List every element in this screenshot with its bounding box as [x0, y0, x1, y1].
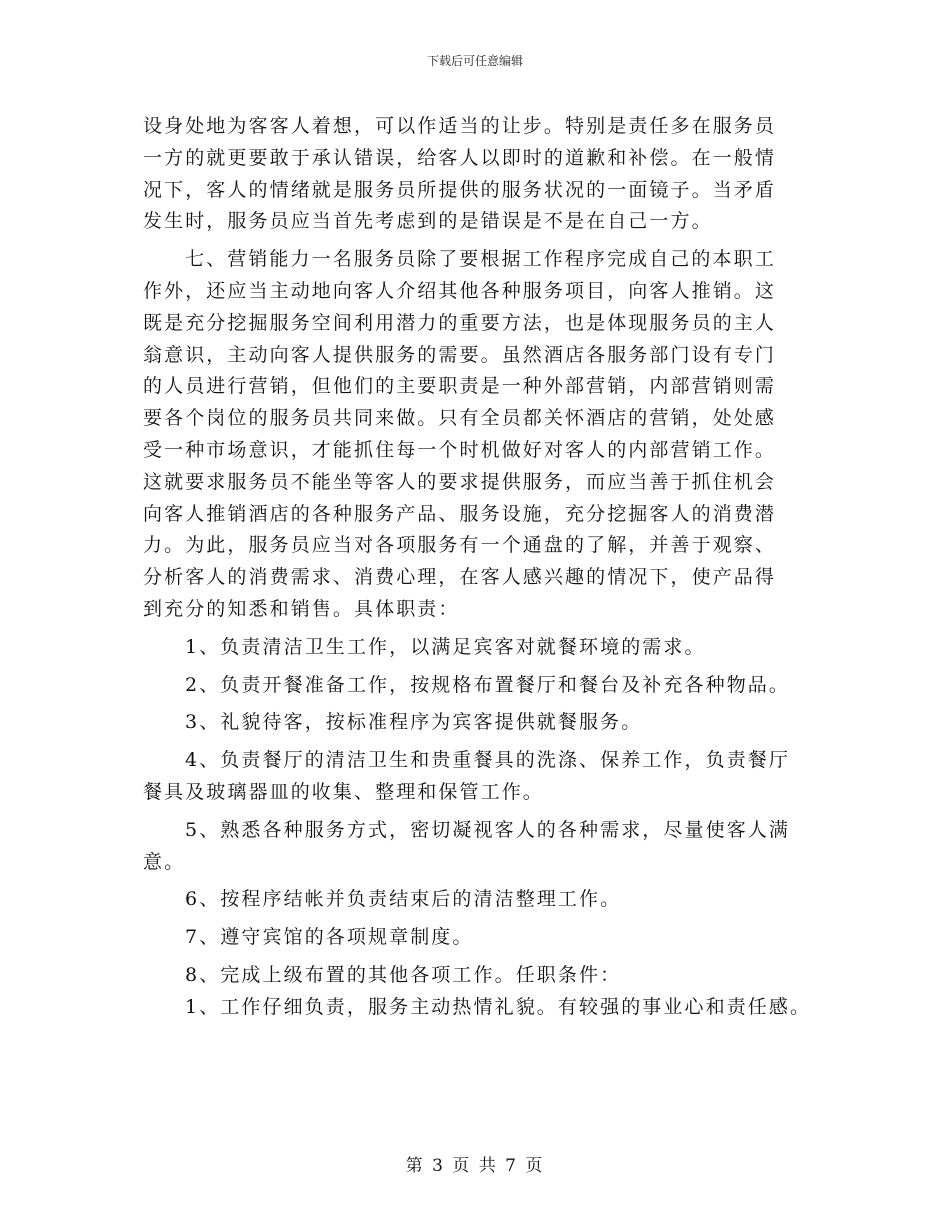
list-item — [143, 884, 833, 916]
text-line: 一方的就更要敢于承认错误，给客人以即时的道歉和补偿。在一般情 — [143, 146, 777, 169]
list-item — [143, 632, 833, 664]
text-line: 1、工作仔细负责，服务主动热情礼貌。有较强的事业心和责任感。 — [185, 995, 812, 1018]
text-line: 这就要求服务员不能坐等客人的要求提供服务，而应当善于抓住机会 — [143, 470, 777, 493]
text-line: 餐具及玻璃器皿的收集、整理和保管工作。 — [143, 780, 544, 803]
text-line: 5、熟悉各种服务方式，密切凝视客人的各种需求，尽量使客人满 — [185, 818, 790, 841]
text-line: 意。 — [143, 850, 186, 873]
text-line: 6、按程序结帐并负责结束后的清洁整理工作。 — [185, 888, 622, 911]
list-item — [143, 707, 833, 739]
page-header: 下载后可任意编辑 — [426, 54, 523, 68]
text-line: 7、遵守宾馆的各项规章制度。 — [185, 926, 474, 949]
list-item — [143, 992, 833, 1024]
list-item — [143, 960, 833, 992]
document-body — [143, 111, 833, 1024]
text-line: 力。为此，服务员应当对各项服务有一个通盘的了解，并善于观察、 — [143, 534, 777, 557]
text-line: 发生时，服务员应当首先考虑到的是错误是不是在自己一方。 — [143, 210, 713, 233]
text-line: 8、完成上级布置的其他各项工作。任职条件： — [185, 963, 622, 986]
page-number-footer: 第 3 页 共 7 页 — [405, 1156, 545, 1176]
text-line: 受一种市场意识，才能抓住每一个时机做好对客人的内部营销工作。 — [143, 438, 777, 461]
text-line: 4、负责餐厅的清洁卫生和贵重餐具的洗涤、保养工作，负责餐厅 — [185, 749, 790, 772]
list-item — [143, 922, 833, 954]
text-line: 作外，还应当主动地向客人介绍其他各种服务项目，向客人推销。这 — [143, 279, 777, 302]
text-line: 3、礼貌待客，按标准程序为宾客提供就餐服务。 — [185, 711, 643, 734]
text-line: 2、负责开餐准备工作，按规格布置餐厅和餐台及补充各种物品。 — [185, 673, 790, 696]
text-line: 翁意识，主动向客人提供服务的需要。虽然酒店各服务部门设有专门 — [143, 343, 777, 366]
text-line: 设身处地为客客人着想，可以作适当的让步。特别是责任多在服务员 — [143, 115, 777, 137]
text-line: 要各个岗位的服务员共同来做。只有全员都关怀酒店的营销，处处感 — [143, 407, 777, 430]
list-item — [143, 815, 833, 879]
paragraph — [143, 244, 833, 626]
text-line: 到充分的知悉和销售。具体职责： — [143, 597, 460, 620]
text-line: 向客人推销酒店的各种服务产品、服务设施，充分挖掘客人的消费潜 — [143, 502, 777, 525]
text-line: 分析客人的消费需求、消费心理，在客人感兴趣的情况下，使产品得 — [143, 566, 777, 589]
text-line: 1、负责清洁卫生工作，以满足宾客对就餐环境的需求。 — [185, 635, 706, 658]
text-line: 既是充分挖掘服务空间利用潜力的重要方法，也是体现服务员的主人 — [143, 311, 777, 334]
list-item — [143, 745, 833, 809]
text-line: 的人员进行营销，但他们的主要职责是一种外部营销，内部营销则需 — [143, 375, 777, 398]
text-line: 七、营销能力一名服务员除了要根据工作程序完成自己的本职工 — [185, 248, 776, 271]
text-line: 况下，客人的情绪就是服务员所提供的服务状况的一面镜子。当矛盾 — [143, 178, 777, 201]
paragraph — [143, 111, 833, 238]
list-item — [143, 670, 833, 702]
